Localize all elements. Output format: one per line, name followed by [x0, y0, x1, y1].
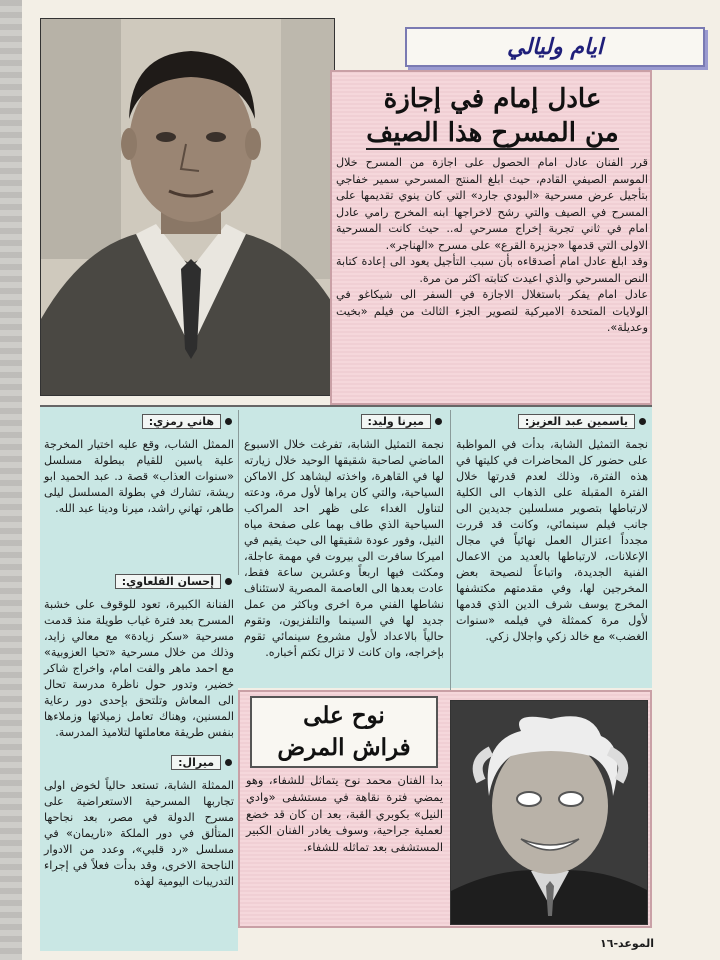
- page-footer: الموعد-١٦: [600, 937, 655, 950]
- bullet-icon: [435, 418, 442, 425]
- column-divider: [238, 410, 239, 575]
- bullet-icon: [225, 578, 232, 585]
- byline-name: ياسمين عبد العزيز:: [518, 414, 635, 429]
- portrait-photo-adel-imam: [40, 18, 335, 396]
- top-article-paragraph: عادل امام يفكر باستغلال الاجازة في السفر الى شيكاغو في الولايات المتحدة الاميركية لتصوير الجزء الثالث من فيلم «بخيت وعديلة».: [336, 288, 648, 334]
- portrait-illustration: [41, 19, 335, 396]
- headline-line-1: عادل إمام في إجازة: [383, 84, 602, 114]
- bullet-icon: [639, 418, 646, 425]
- bullet-icon: [225, 759, 232, 766]
- photo-mohamed-nouh: [450, 700, 648, 925]
- brief-mirna-text: نجمة التمثيل الشابة، تفرغت خلال الاسبوع الماضي لصاحبة شقيقها الوحيد خلال زيارته لها في القاهرة، واخذته ليشاهد كل الاماكن السياحية، والتي كان يراها لأول مرة، ودعته لتناول الغداء على ظهر احد المراكب السياحية الذي طاف بهما على صفحة مياه النيل، وفور عودة شقيقها الى حيث يقيم في اميركا سافرت الى بيروت في مهمة عاجلة، ومكثت فيها اربعاً وعشرين ساعة فقط، عادت بعدها الى العاصمة المصرية لاستئناف نشاطها الفني مرة اخرى وباكثر من عمل جديد لها في السينما والتلفزيون، وتقوم حالياً بالاعداد لأول مشروع سينمائي تقوم بإخراجه، وان كانت لا تزال تكتم أخباره.: [244, 438, 444, 659]
- top-article-headline: [340, 82, 645, 152]
- section-title: ايام وليالي: [507, 34, 603, 60]
- top-article-body: [336, 155, 648, 337]
- byline-name: ميرال:: [171, 755, 221, 770]
- brief-ehsan-text: الفنانة الكبيرة، تعود للوقوف على خشبة المسرح بعد فترة غياب طويلة منذ قدمت مسرحية «سكر زيادة» مع معالي زايد، وذلك من خلال مسرحية «تحيا العزوبية» مع احمد ماهر والفت امام، واخراج شاكر خضير، وتدور حول ناظرة مدرسة تحال الى المعاش وتلتحق بإحدى دور رعاية المسنين، وهناك تعامل زميلاتها وزملاءها بنفس طريقة معاملتها لتلاميذ المدرسة.: [44, 598, 234, 739]
- byline-name: إحسان القلعاوي:: [115, 574, 221, 589]
- byline-mirna: [246, 411, 442, 431]
- bullet-icon: [225, 418, 232, 425]
- byline-yasmin: [460, 411, 646, 431]
- bottom-article-body: بدا الفنان محمد نوح يتماثل للشفاء، وهو يمضي فترة نقاهة في مستشفى «وادي النيل» بكوبري القبة، بعد ان كان قد خضع لعملية جراحية، وسوف يغادر الفنان الكبير المستشفى بعد تماثله للشفاء.: [246, 773, 443, 855]
- brief-yasmin-text: نجمة التمثيل الشابة، بدأت في المواظبة على حضور كل المحاضرات في كليتها في هذه الفترة، وذلك لعدم قدرتها خلال الفترة المقبلة على الذهاب الى الكلية لارتباطها بتصوير مسلسلين جديدين الى جانب فيلم سينمائي، وكانت قد قررت مجدداً اعتزال العمل نهائياً في مجال الإعلانات، لارتباطها بالعديد من الاعمال الفنية الجديدة، واتباعاً لنصيحة بعض المخرجين لها، وفي مقدمتهم مكتشفها المخرج يوسف شرف الدين الذي قدمها لأول مرة كممثلة في فيلمه «سنوات الغضب» مع خالد زكي واجلال زكي.: [456, 438, 648, 643]
- section-banner: [405, 27, 705, 67]
- byline-hany: [46, 411, 232, 431]
- nouh-illustration: [451, 701, 648, 925]
- headline-line-2: من المسرح هذا الصيف: [366, 118, 619, 148]
- byline-ehsan: [46, 571, 232, 591]
- brief-miral-text: الممثلة الشابة، تستعد حالياً لخوض اولى تجاربها المسرحية الاستعراضية على مسرح الدولة في مصر، بعد نجاحها المتألق في دور الملكة «ناريمان» في مسلسل «رد قلبي»، وعدد من الادوار الناجحة الاخرى، وقد بدأت فعلاً في إجراء التدريبات اليومية لهذه: [44, 779, 234, 888]
- bottom-article-title-box: [250, 696, 438, 768]
- top-article-paragraph: وقد ابلغ عادل امام أصدقاءه بأن سبب التأجيل يعود الى إعادة كتابة النص المسرحي والذي اعيدت كتابته اكثر من مرة.: [336, 255, 648, 285]
- left-margin-band: [0, 0, 22, 960]
- bottom-title-line-2: فراش المرض: [277, 734, 411, 761]
- column-divider: [450, 410, 451, 690]
- top-article-paragraph: قرر الفنان عادل امام الحصول على اجازة من المسرح خلال الموسم الصيفي القادم، حيث ابلغ المنتج المسرحي سمير خفاجي بتأجيل عرض مسرحية «البودي جارد» التي كان ينوي تقديمها على المسرح في الصيف والتي رشح لاخراجها ابنه المخرج رامي عادل امام في ثاني تجربة إخراج مسرحي له.. حيث كانت المسرحية الاولى التي قدمها «جزيرة القرع» على مسرح «الهناجر».: [336, 156, 648, 252]
- byline-name: ميرنا وليد:: [361, 414, 431, 429]
- byline-miral: [46, 752, 232, 772]
- byline-name: هاني رمزي:: [142, 414, 221, 429]
- brief-hany-text: الممثل الشاب، وقع عليه اختيار المخرجة علية ياسين للقيام ببطولة مسلسل «سنوات العذاب» قصة د. عبد الحميد ابو ريشة، تشارك في بطولة المسلسل ليلى طاهر، تهاني راشد، ميرنا ودينا عبد الله.: [44, 438, 234, 515]
- bottom-title-line-1: نوح على: [303, 702, 385, 729]
